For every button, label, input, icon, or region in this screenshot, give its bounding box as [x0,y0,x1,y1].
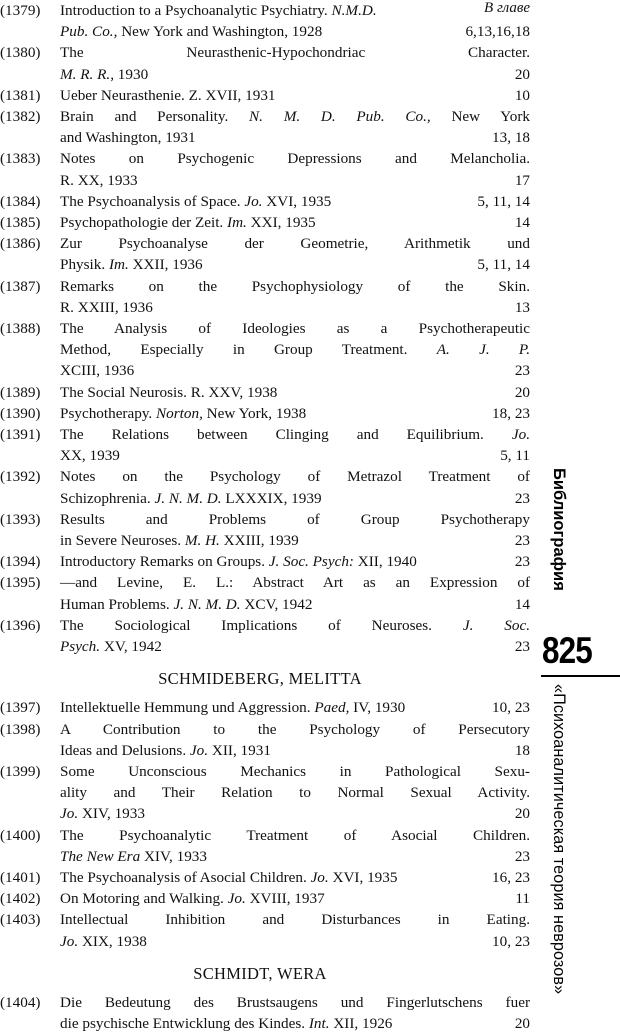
entry-text-line: On Motoring and Walking. Jo. XVIII, 1937 11 [60,888,530,909]
bibliography-entry [0,106,530,148]
entry-pages: 20 [514,805,530,823]
entry-pages: 6,13,16,18 [465,23,530,41]
entry-number: (1387) [0,277,41,295]
bibliography-entry [0,615,530,657]
entry-pages: 20 [514,1015,530,1033]
entry-pages: 10, 23 [492,932,530,950]
entry-pages: 10 [514,86,530,104]
bibliography-entry [0,424,530,466]
entry-number: (1380) [0,44,41,62]
entry-number: (1399) [0,763,41,781]
entry-pages: 16, 23 [492,869,530,887]
entry-number: (1386) [0,235,41,253]
entry-pages: 23 [514,362,530,380]
entry-number: (1392) [0,468,41,486]
entry-number: (1391) [0,426,41,443]
entry-number: (1401) [0,869,41,887]
bibliography-entry [0,403,530,424]
entry-text-line: Remarks on the Psychophysiology of the Skin. [60,277,530,295]
entry-text-line: Die Bedeutung des Brustsaugens und Fingerlutschens fuer [60,994,530,1012]
bibliography-entry [0,509,530,551]
bibliography-entry [0,551,530,572]
entry-number: (1388) [0,320,41,337]
entry-number: (1397) [0,699,41,717]
entry-pages: 18, 23 [492,404,530,422]
entry-text-line: and Washington, 1931 13, 18 [60,127,530,148]
entry-text-line: ality and Their Relation to Normal Sexual Activity. [60,784,530,802]
entry-text-line: M. R. R., 1930 20 [60,64,530,85]
entry-text-line: The Relations between Clinging and Equilibrium. Jo. [60,426,530,443]
entry-text-line: Schizophrenia. J. N. M. D. LXXXIX, 1939 23 [60,488,530,509]
entry-number: (1403) [0,911,41,929]
entry-text-line: Ueber Neurasthenie. Z. XVII, 1931 10 [60,85,530,106]
bibliography-entry [0,825,530,867]
entry-text-line: Intellectual Inhibition and Disturbances in Eating. [60,911,530,929]
bibliography-entry [0,867,530,888]
entry-text-line: Psych. XV, 1942 23 [60,636,530,657]
chapter-column-label: В главе [484,0,530,16]
entry-pages: 18 [514,741,530,759]
bibliography-entry [0,148,530,190]
entry-text-line: Psychotherapy. Norton, New York, 1938 18, 23 [60,403,530,424]
book-title: «Психоаналитическая теория неврозов» [550,684,568,995]
entry-text-line: R. XX, 1933 17 [60,170,530,191]
entry-text-line: Some Unconscious Mechanics in Pathological Sexu- [60,763,530,781]
entry-text-line: Results and Problems of Group Psychotherapy [60,510,530,528]
entry-text-line: Zur Psychoanalyse der Geometrie, Arithmetik und [60,235,530,253]
entry-number: (1398) [0,720,41,738]
entry-text-line: The Analysis of Ideologies as a Psychotherapeutic [60,320,530,337]
entry-text-line: Jo. XIV, 1933 20 [60,803,530,824]
entry-text-line: The Psychoanalytic Treatment of Asocial Children. [60,826,530,844]
entry-number: (1400) [0,826,41,844]
entry-text-line: Jo. XIX, 1938 10, 23 [60,931,530,952]
bibliography-entry [0,466,530,508]
entry-number: (1383) [0,150,41,168]
entry-text-line: A Contribution to the Psychology of Persecutory [60,720,530,738]
entry-pages: 23 [514,489,530,507]
section-heading: SCHMIDT, WERA [193,963,327,983]
entry-text-line: die psychische Entwicklung des Kindes. Int. XII, 1926 20 [60,1013,530,1034]
entry-number: (1381) [0,86,41,104]
running-title: Библиография [550,468,568,591]
entry-text-line: XX, 1939 5, 11 [60,445,530,466]
entry-text-line: The Neurasthenic-Hypochondriac Character. [60,44,530,62]
bibliography-entry [0,888,530,909]
entry-text-line: Introduction to a Psychoanalytic Psychiatry. N.M.D. В главе [60,0,530,19]
entry-text-line: Human Problems. J. N. M. D. XCV, 1942 14 [60,594,530,615]
bibliography-entry [0,992,530,1034]
entry-pages: 23 [514,553,530,571]
entry-number: (1384) [0,192,41,210]
entry-pages: 23 [514,847,530,865]
entry-pages: 17 [514,171,530,189]
entry-text-line: Brain and Personality. N. M. D. Pub. Co., New York [60,108,530,125]
entry-text-line: Intellektuelle Hemmung und Aggression. Paed, IV, 1930 10, 23 [60,697,530,718]
bibliography-entry [0,761,530,825]
bibliography-entry [0,719,530,761]
entry-text-line: Method, Especially in Group Treatment. A. J. P. [60,341,531,359]
entry-pages: 5, 11 [500,447,530,465]
entry-number: (1390) [0,404,41,422]
page-number-rule [541,675,620,677]
entry-text-line: Ideas and Delusions. Jo. XII, 1931 18 [60,740,530,761]
entry-text-line: —and Levine, E. L.: Abstract Art as an Expression of [60,574,530,592]
entry-number: (1394) [0,553,41,571]
entry-pages: 23 [514,532,530,549]
entry-text-line: Pub. Co., New York and Washington, 1928 6,13,16,18 [60,21,530,42]
entry-number: (1404) [0,994,41,1012]
section-heading: SCHMIDEBERG, MELITTA [158,668,362,688]
bibliography-entry [0,233,530,275]
entry-pages: 20 [514,65,530,83]
bibliography-entry [0,909,530,951]
bibliography-entry [0,42,530,84]
entry-number: (1393) [0,510,41,528]
entry-text-line: The New Era XIV, 1933 23 [60,846,530,867]
entry-number: (1379) [0,2,41,19]
entry-text-line: The Psychoanalysis of Asocial Children. Jo. XVI, 1935 16, 23 [60,867,530,888]
entry-number: (1389) [0,383,41,401]
bibliography-entry [0,382,530,403]
entry-pages: 20 [514,383,530,401]
bibliography-entry [0,191,530,212]
entry-text-line: in Severe Neuroses. M. H. XXIII, 1939 23 [60,530,530,551]
entry-pages: 14 [514,214,530,231]
entry-text-line: Physik. Im. XXII, 1936 5, 11, 14 [60,254,530,275]
entry-pages: 5, 11, 14 [477,192,530,210]
entry-text-line: The Psychoanalysis of Space. Jo. XVI, 1935 5, 11, 14 [60,191,530,212]
bibliography-entry [0,276,530,318]
entry-text-line: XCIII, 1936 23 [60,360,530,381]
entry-text-line: The Sociological Implications of Neuroses. J. Soc. [60,616,531,634]
entry-text-line: Notes on Psychogenic Depressions and Melancholia. [60,150,530,168]
entry-text-line: R. XXIII, 1936 13 [60,297,530,318]
entry-number: (1385) [0,214,41,231]
entry-pages: 14 [514,595,530,613]
entry-number: (1382) [0,108,41,125]
bibliography-entry [0,697,530,718]
entry-pages: 11 [515,890,530,908]
entry-pages: 5, 11, 14 [477,256,530,274]
entry-number: (1396) [0,616,41,634]
bibliography-entry [0,318,530,382]
bibliography-entry [0,0,530,42]
page-number: 825 [542,630,592,671]
entry-pages: 23 [514,638,530,655]
bibliography-entry [0,212,530,233]
bibliography-entry [0,572,530,614]
entry-number: (1402) [0,890,41,908]
entry-text-line: The Social Neurosis. R. XXV, 1938 20 [60,382,530,403]
entry-text-line: Notes on the Psychology of Metrazol Treatment of [60,468,530,486]
bibliography-entry [0,85,530,106]
entry-pages: 10, 23 [492,699,530,717]
entry-number: (1395) [0,574,41,592]
entry-text-line: Psychopathologie der Zeit. Im. XXI, 1935 14 [60,212,530,233]
entry-pages: 13 [514,298,530,316]
entry-pages: 13, 18 [492,129,530,147]
entry-text-line: Introductory Remarks on Groups. J. Soc. Psych: XII, 1940 23 [60,551,530,572]
